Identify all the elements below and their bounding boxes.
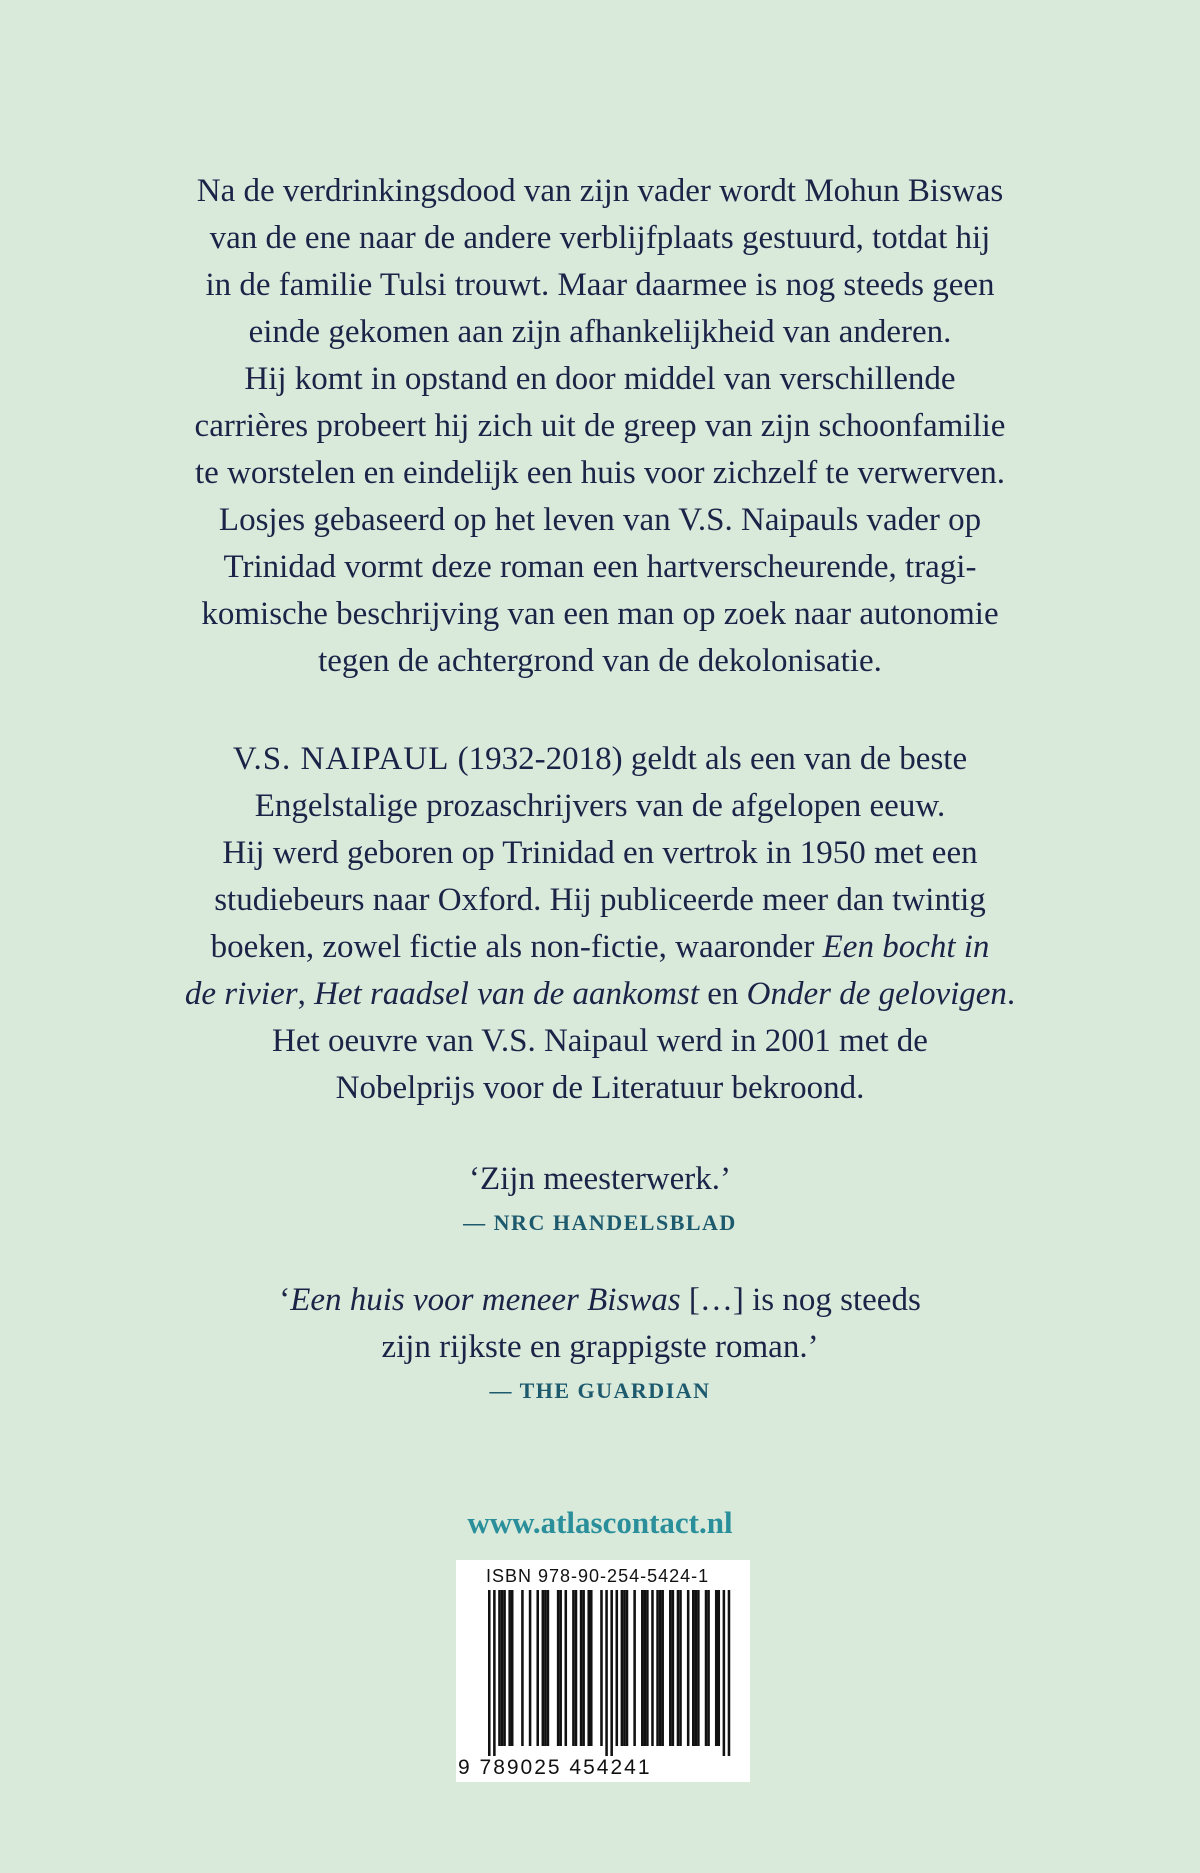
barcode-bar [587,1590,590,1746]
barcode-bar [621,1590,624,1746]
barcode-bar [511,1590,514,1746]
book-title: Een huis voor meneer Biswas [290,1282,681,1318]
barcode-bar [575,1590,578,1746]
barcode-bar [590,1590,593,1746]
barcode-bar [559,1590,562,1746]
author-name: V.S. NAIPAUL [232,741,450,777]
blurb-line: einde gekomen aan zijn afhankelijkheid van anderen. [248,314,952,350]
publisher-website-link[interactable]: www.atlascontact.nl [467,1505,733,1540]
blurb-line: te worstelen en eindelijk een huis voor zichzelf te verwerven. [195,455,1005,491]
barcode-bar [723,1590,726,1756]
quote-source: — NRC HANDELSBLAD [463,1210,737,1235]
isbn-label: ISBN 978-90-254-5424-1 [486,1566,710,1586]
barcode-bar [697,1590,700,1746]
barcode-bar [508,1590,511,1746]
barcode-bar [651,1590,654,1746]
blurb-line: Losjes gebaseerd op het leven van V.S. Naipauls vader op [218,502,982,538]
barcode-bar [582,1590,585,1746]
quote-source: — THE GUARDIAN [489,1378,711,1403]
barcode-bar [679,1590,682,1746]
barcode-bar [544,1590,547,1746]
blurb-line: Trinidad vormt deze roman een hartverscheurende, tragi- [223,549,977,585]
ean-digits: 9 789025 454241 [458,1756,652,1779]
blurb-line: komische beschrijving van een man op zoek naar autonomie [201,596,999,632]
review-quote-nrc [140,1156,1060,1243]
quote-text: ‘Zijn meesterwerk.’ [468,1161,732,1197]
synopsis-blurb [140,168,1060,685]
review-quote-guardian: ‘Een huis voor meneer Biswas […] is nog steeds zijn rijkste en grappigste roman.’ — THE GUARDIAN [140,1277,1060,1411]
barcode-bar [557,1590,560,1746]
barcode-bar [580,1590,583,1746]
barcode-bar [687,1590,690,1746]
barcode-bar [542,1590,545,1746]
barcode-bar [659,1590,662,1746]
barcode-bar [695,1590,698,1746]
barcode-bar [572,1590,575,1746]
barcode-bar [715,1590,718,1746]
barcode-bar [626,1590,629,1746]
barcode-bar [641,1590,644,1746]
barcode-bar [677,1590,680,1746]
barcode-bar [616,1590,619,1746]
blurb-line: tegen de achtergrond van de dekolonisatie. [318,643,882,679]
barcode-bar [728,1590,731,1756]
barcode-bar [493,1590,496,1756]
barcode-bar [656,1590,659,1746]
barcode-bar [672,1590,675,1746]
barcode-bar [501,1590,504,1746]
barcode-bar [692,1590,695,1746]
barcode-bar [705,1590,708,1746]
barcode-bars [466,1590,740,1756]
barcode-bar [669,1590,672,1746]
blurb-line: Na de verdrinkingsdood van zijn vader wordt Mohun Biswas [196,173,1004,209]
barcode-bar [547,1590,550,1746]
barcode-bar [529,1590,532,1746]
blurb-line: Hij komt in opstand en door middel van verschillende [244,361,956,397]
barcode-bar [661,1590,664,1746]
barcode-bar [600,1590,603,1746]
author-bio: V.S. NAIPAUL (1932-2018) geldt als een van de beste Engelstalige prozaschrijvers van de afgelopen eeuw. Hij werd geboren op Trinidad en vertrok in 1950 met een studiebeurs naar Oxford. Hij publiceerde meer dan twintig boeken, zowel fictie als non-fictie, waaronder Een bocht in de rivier, Het raadsel van de aankomst en Onder de gelovigen. Het oeuvre van V.S. Naipaul werd in 2001 met de Nobelprijs voor de Literatuur bekroond. [184,741,1016,1106]
barcode-bar [707,1590,710,1746]
isbn-barcode [456,1560,750,1782]
book-title: Onder de gelovigen [746,976,1007,1012]
barcode-bar [605,1590,608,1756]
barcode-bar [498,1590,501,1746]
barcode-bar [646,1590,649,1746]
book-title: Een bocht in [822,929,990,965]
barcode-bar [623,1590,626,1746]
barcode-bar [644,1590,647,1746]
barcode-bar [503,1590,506,1746]
blurb-line: in de familie Tulsi trouwt. Maar daarmee is nog steeds geen [205,267,995,303]
barcode-bar [488,1590,491,1756]
barcode-bar [610,1590,613,1756]
barcode-bar [633,1590,636,1746]
barcode-bar [565,1590,568,1746]
barcode-bar [718,1590,721,1746]
book-title: Het raadsel van de aankomst [314,976,699,1012]
barcode-bar [521,1590,524,1746]
barcode-bar [536,1590,539,1746]
blurb-line: carrières probeert hij zich uit de greep van zijn schoonfamilie [194,408,1006,444]
blurb-line: van de ene naar de andere verblijfplaats gestuurd, totdat hij [209,220,991,256]
book-title: de rivier [184,976,298,1012]
